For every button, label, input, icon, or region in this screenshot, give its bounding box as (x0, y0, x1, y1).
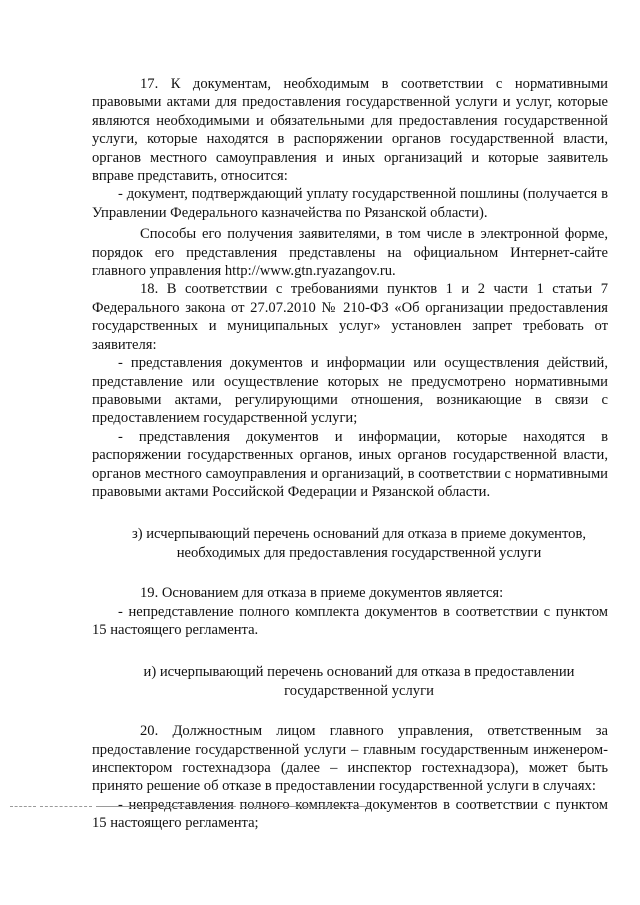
paragraph-17: 17. К документам, необходимым в соответствии с нормативными правовыми актами для предоставления государственной услуги и услуг, которые являются необходимыми и обязательными для предоставления государственной услуги, которые находятся в распоряжении органов государственной власти, органов местного самоуправления и иных организаций и которые заявитель вправе представить, относится: (92, 76, 608, 185)
footer-rule-segment (40, 806, 92, 807)
paragraph-17-list-item: - документ, подтверждающий уплату государственной пошлины (получается в Управлении Федерального казначейства по Рязанской области). (92, 186, 608, 221)
section-heading-i-line-2: государственной услуги (284, 682, 434, 699)
paragraph-18: 18. В соответствии с требованиями пунктов 1 и 2 части 1 статьи 7 Федерального закона от 27.07.2010 № 210-ФЗ «Об организации предоставления государственных и муниципальных услуг» установлен запрет требовать от заявителя: (92, 281, 608, 353)
footer-rule-segment (240, 806, 370, 807)
paragraph-19-list-item: - непредставление полного комплекта документов в соответствии с пунктом 15 настоящего регламента. (92, 603, 608, 638)
section-heading-i-line-1: и) исчерпывающий перечень оснований для отказа в предоставлении (143, 664, 575, 681)
section-heading-z (110, 525, 608, 562)
paragraph-20-list-item: - непредставления полного комплекта документов в соответствии с пунктом 15 настоящего регламента; (92, 796, 608, 832)
footer-rule-segment (400, 806, 428, 807)
footer-rule-segment (10, 806, 36, 807)
paragraph-19: 19. Основанием для отказа в приеме документов является: (140, 585, 504, 602)
footer-rule-segment (96, 806, 236, 807)
document-body (92, 75, 608, 833)
paragraph-17-methods: Способы его получения заявителями, в том числе в электронной форме, порядок его представления представлены на официальном Интернет-сайте главного управления http://www.gtn.ryazangov.ru. (92, 226, 608, 280)
paragraph-20: 20. Должностным лицом главного управления, ответственным за предоставление государственной услуги – главным государственным инженером-инспектором гостехнадзора (далее – инспектор гостехнадзора), может быть принято решение об отказе в предоставлении государственной услуги в случаях: (92, 723, 608, 795)
section-heading-z-line-1: з) исчерпывающий перечень оснований для отказа в приеме документов, (131, 526, 587, 543)
paragraph-18-list-item-2: - представления документов и информации, которые находятся в распоряжении государственных органов, иных органов государственной власти, органов местного самоуправления и организаций, в соответствии с нормативными правовыми актами Российской Федерации и Рязанской области. (92, 428, 608, 500)
section-heading-i (110, 663, 608, 700)
paragraph-18-list-item-1: - представления документов и информации или осуществления действий, представление или осуществление которых не предусмотрено нормативными правовыми актами, регулирующими отношения, возникающие в связи с предоставлением государственной услуги; (92, 355, 608, 427)
section-heading-z-line-2: необходимых для предоставления государственной услуги (176, 544, 542, 561)
